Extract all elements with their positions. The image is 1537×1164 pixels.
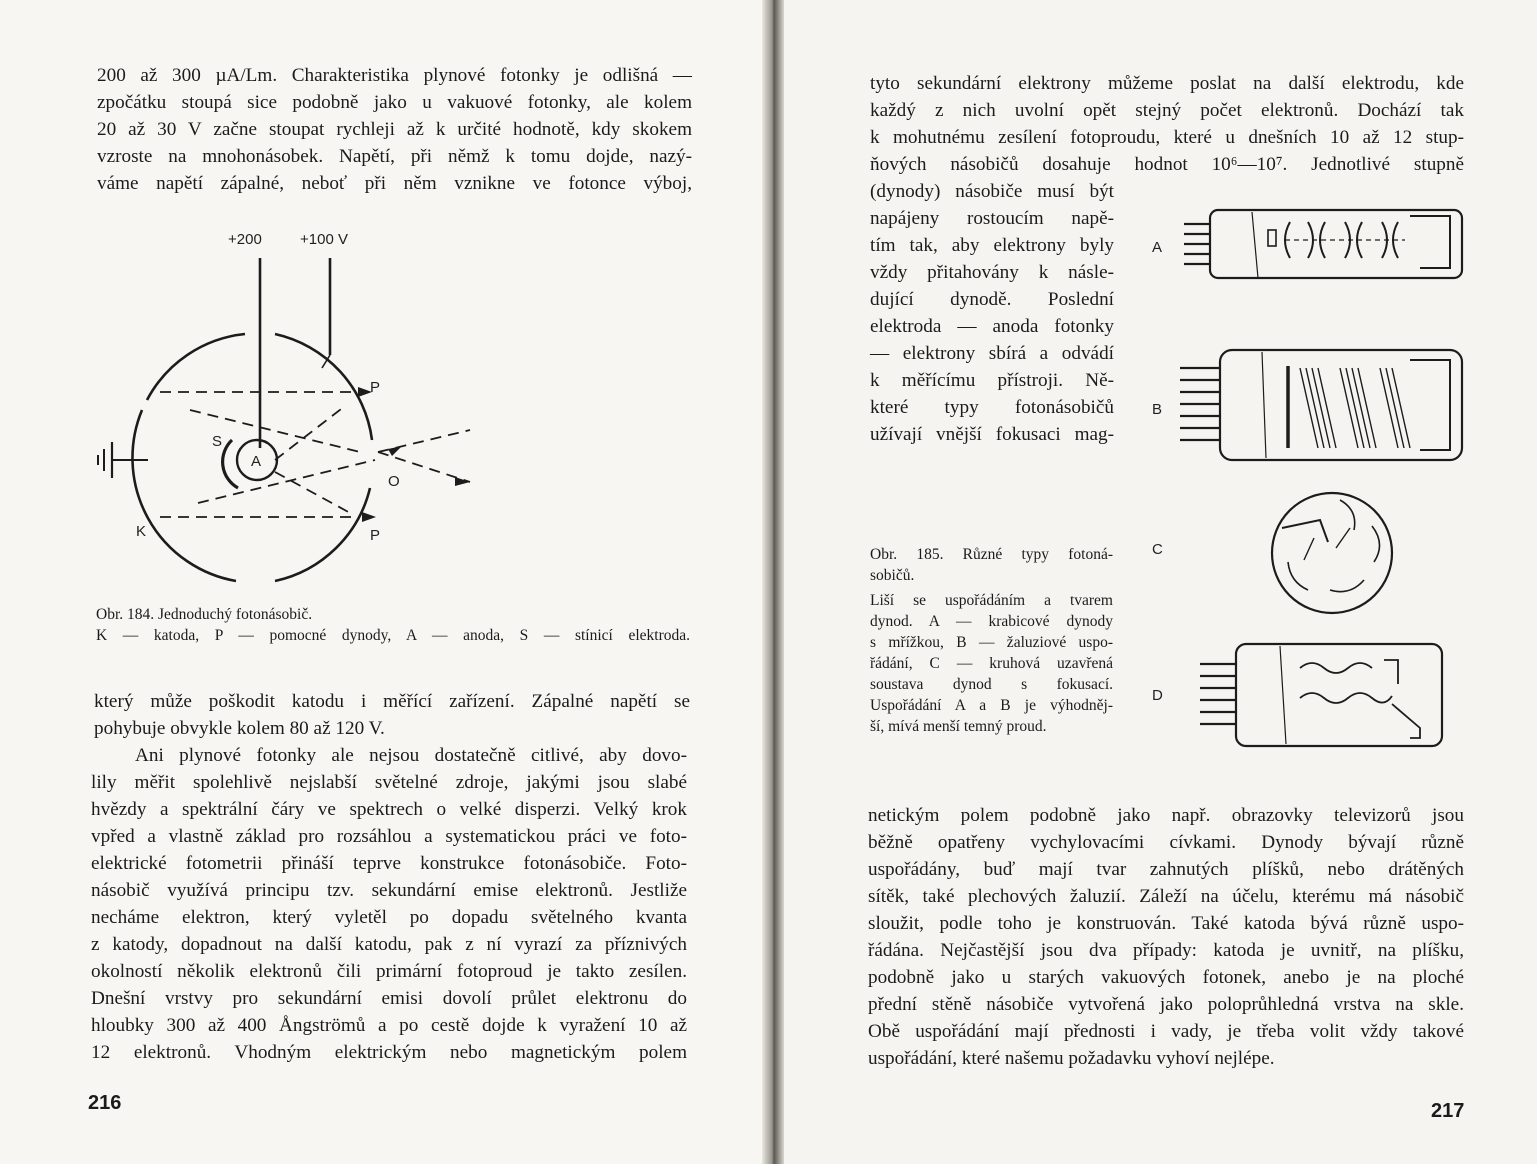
text-line: podobně jako u starých vakuových fotonek, anebo je na ploché: [868, 967, 1464, 988]
right-paragraph-1-narrow: [870, 178, 1114, 448]
text-line: hvězdy a spektrální čáry ve spektrech o velké disperzi. Velký krok: [91, 799, 687, 820]
voltage-label-200: +200: [228, 231, 262, 248]
text-line: zpočátku stoupá sice podobně jako u vakuové fotonky, ale kolem: [97, 92, 692, 113]
text-line: běžně opatřeny vychylovacími cívkami. Dynody bývají různě: [868, 832, 1464, 853]
tube-envelope-arc-bottom-right: [275, 488, 370, 581]
text-line: tyto sekundární elektrony můžeme poslat na další elektrodu, kde: [870, 73, 1464, 94]
text-line: násobič využívá principu tzv. sekundární emise elektronů. Jestliže: [91, 880, 687, 901]
text-line: napájeny rostoucím napě-: [870, 208, 1114, 229]
caption-line: soustava dynod s fokusací.: [870, 676, 1113, 693]
text-line: pohybuje obvykle kolem 80 až 120 V.: [94, 718, 385, 739]
label-dynode-p-top: P: [370, 379, 381, 396]
label-shield-s: S: [212, 433, 223, 450]
label-type-a: A: [1152, 239, 1163, 256]
multiplier-type-d: [1200, 644, 1442, 746]
text-line: řádána. Nejčastější jsou dva případy: katoda je uvnitř, na plíšku,: [868, 940, 1464, 961]
text-line: elektrické fotometrii přináší teprve konstrukce fotonásobiče. Foto-: [91, 853, 687, 874]
text-line: elektroda — anoda fotonky: [870, 316, 1114, 337]
text-line: ňových násobičů dosahuje hodnot 10⁶—10⁷. Jednotlivé stupně: [870, 154, 1464, 175]
label-type-c: C: [1152, 541, 1163, 558]
text-line: který může poškodit katodu i měřící zařízení. Zápalné napětí se: [94, 691, 690, 712]
right-paragraph-1: [870, 70, 1464, 178]
text-line: netickým polem podobně jako např. obrazovky televizorů jsou: [868, 805, 1464, 826]
text-line: necháme elektron, který vyletěl po dopadu světelného kvanta: [91, 907, 687, 928]
caption-line: ší, mívá menší temný proud.: [870, 718, 1047, 735]
figure-185-photomultiplier-types: [1140, 198, 1480, 758]
text-line: 12 elektronů. Vhodným elektrickým nebo magnetickým polem: [91, 1042, 687, 1063]
label-o: O: [388, 473, 400, 490]
text-line: vzroste na mnohonásobek. Napětí, při němž k tomu dojde, nazý-: [97, 146, 692, 167]
tube-envelope-arc-top-right: [275, 334, 372, 440]
caption-line: Obr. 185. Různé typy fotoná-: [870, 546, 1113, 563]
text-line: 20 až 30 V začne stoupat rychleji až k určité hodnotě, kdy skokem: [97, 119, 692, 140]
figure-184-photomultiplier: [0, 220, 768, 590]
caption-text: K — katoda, P — pomocné dynody, A — anoda, S — stínicí elektroda.: [96, 627, 690, 644]
left-paragraph-3: [91, 742, 687, 1066]
text-line: 200 až 300 µA/Lm. Charakteristika plynové fotonky je odlišná —: [97, 65, 692, 86]
right-paragraph-2: [868, 802, 1464, 1072]
figure-185-caption: [870, 544, 1113, 737]
voltage-label-100: +100 V: [300, 231, 348, 248]
text-line: tím tak, aby elektrony byly: [870, 235, 1114, 256]
label-type-b: B: [1152, 401, 1163, 418]
tube-envelope-arc-top: [147, 334, 245, 400]
text-line: okolností několik elektronů čili primární fotoproud je takto zesílen.: [91, 961, 687, 982]
figure-184-caption: [96, 604, 690, 646]
text-line: sloužit, podle toho je konstruován. Také katoda bývá různě uspo-: [868, 913, 1464, 934]
left-paragraph-1: [97, 62, 692, 197]
text-line: vždy přitahovány k násle-: [870, 262, 1114, 283]
caption-line: dynod. A — krabicové dynody: [870, 613, 1113, 630]
text-line: Dnešní vrstvy pro sekundární emisi dovolí průlet elektronu do: [91, 988, 687, 1009]
label-cathode-k: K: [136, 523, 147, 540]
caption-line: Liší se uspořádáním a tvarem: [870, 592, 1113, 609]
text-line: sítěk, také plechových žaluzií. Záleží na účelu, kterému má násobič: [868, 886, 1464, 907]
caption-title: Obr. 184. Jednoduchý fotonásobič.: [96, 606, 313, 623]
caption-line: sobičů.: [870, 567, 915, 584]
text-line: — elektrony sbírá a odvádí: [870, 343, 1114, 364]
label-dynode-p-bottom: P: [370, 527, 381, 544]
caption-line: s mřížkou, B — žaluziové uspo-: [870, 634, 1113, 651]
text-line: Obě uspořádání mají přednosti i vady, je třeba volit vždy takové: [868, 1021, 1464, 1042]
caption-line: řádání, C — kruhová uzavřená: [870, 655, 1113, 672]
label-type-d: D: [1152, 687, 1163, 704]
text-line: Ani plynové fotonky ale nejsou dostatečně citlivé, aby dovo-: [135, 745, 687, 766]
text-line: dující dynodě. Poslední: [870, 289, 1114, 310]
text-line: hloubky 300 až 400 Ångströmů a po cestě dojde k vyražení 10 až: [91, 1015, 687, 1036]
text-line: přední stěně násobiče vytvořená jako poloprůhledná vrstva na skle.: [868, 994, 1464, 1015]
multiplier-type-c: [1272, 493, 1392, 613]
multiplier-type-b: [1180, 350, 1462, 460]
text-line: k mohutnému zesílení fotoproudu, které u dnešních 10 až 12 stup-: [870, 127, 1464, 148]
multiplier-type-a: [1184, 210, 1462, 278]
text-line: vpřed a vlastně základ pro rozsáhlou a systematickou práci ve foto-: [91, 826, 687, 847]
text-line: k měřícímu přístroji. Ně-: [870, 370, 1114, 391]
text-line: každý z nich uvolní opět stejný počet elektronů. Dochází tak: [870, 100, 1464, 121]
text-line: (dynody) násobiče musí být: [870, 181, 1114, 202]
caption-line: Uspořádání A a B je výhodněj-: [870, 697, 1113, 714]
page-number-left: 216: [88, 1092, 122, 1114]
text-line: uspořádání, které našemu požadavku vyhoví nejlépe.: [868, 1048, 1275, 1069]
page-number-right: 217: [1431, 1100, 1465, 1122]
left-paragraph-2: [94, 688, 690, 742]
text-line: které typy fotonásobičů: [870, 397, 1114, 418]
text-line: uspořádány, buď mají tvar zahnutých plíšků, nebo drátěných: [868, 859, 1464, 880]
text-line: lily měřit spolehlivě nejslabší světelné zdroje, jakými jsou slabé: [91, 772, 687, 793]
text-line: váme napětí zápalné, neboť při něm vznikne ve fotonce výboj,: [97, 173, 692, 194]
text-line: užívají vnější fokusaci mag-: [870, 424, 1114, 445]
text-line: z katody, dopadnout na další katodu, pak z ní vyrazí za příznivých: [91, 934, 687, 955]
label-anode-a: A: [251, 453, 262, 470]
